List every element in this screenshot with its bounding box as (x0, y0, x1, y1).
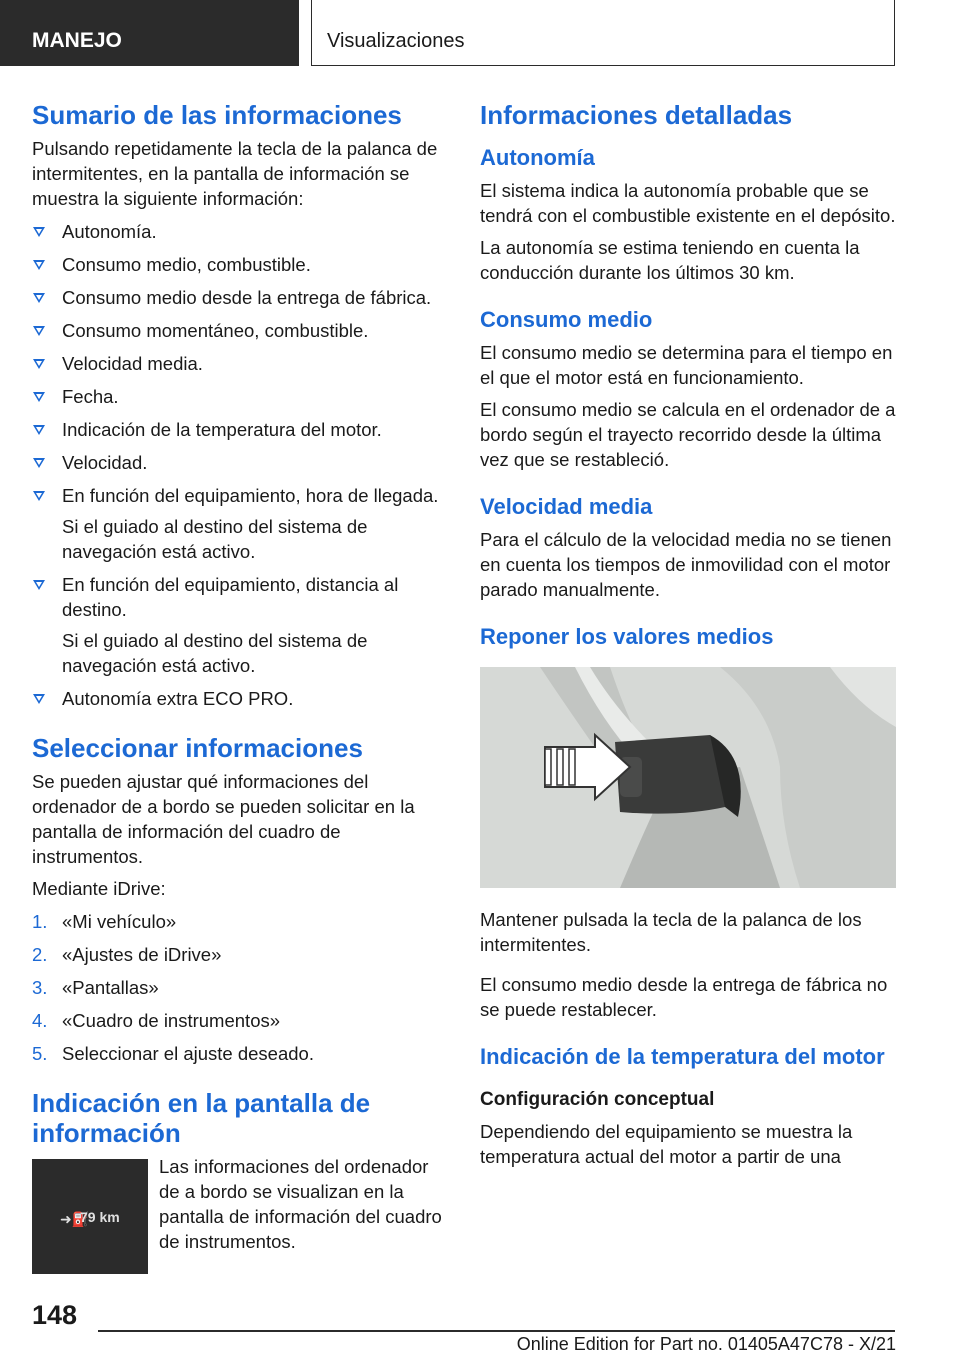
left-column (32, 100, 447, 1274)
avg-paragraph-2: El consumo medio se calcula en el ordenador de a bordo según el trayecto recorrido desde la última vez que se restableció. (480, 399, 896, 470)
heading-engine-temperature: Indicación de la temperatura del motor (480, 1044, 885, 1069)
select-paragraph: Se pueden ajustar qué informaciones del ordenador de a bordo se pueden solicitar en la pantalla de información del cuadro de instrumentos. (32, 771, 415, 867)
list-item: Consumo momentáneo, combustible. (32, 318, 447, 343)
step-item: 1. «Mi vehículo» (32, 911, 177, 932)
select-idrive: Mediante iDrive: (32, 878, 166, 899)
instrument-display-image (32, 1159, 148, 1274)
step-item: 3. «Pantallas» (32, 977, 159, 998)
triangle-bullet-icon (33, 491, 45, 501)
concept-paragraph: Dependiendo del equipamiento se muestra la temperatura actual del motor a partir de una (480, 1121, 853, 1167)
footer-divider (98, 1330, 895, 1332)
triangle-bullet-icon (33, 580, 45, 590)
step-item: 5. Seleccionar el ajuste deseado. (32, 1043, 314, 1064)
triangle-bullet-icon (33, 260, 45, 270)
heading-range: Autonomía (480, 145, 595, 170)
right-column (480, 100, 896, 1176)
list-item: Autonomía. (32, 219, 447, 244)
triangle-bullet-icon (33, 293, 45, 303)
range-paragraph-2: La autonomía se estima teniendo en cuenta la conducción durante los últimos 30 km. (480, 237, 860, 283)
heading-summary: Sumario de las informaciones (32, 100, 402, 130)
heading-reset: Reponer los valores medios (480, 624, 774, 649)
triangle-bullet-icon (33, 694, 45, 704)
list-item: En función del equipamiento, hora de llegada. Si el guiado al destino del sistema de navegación está activo. (32, 483, 447, 564)
step-item: 2. «Ajustes de iDrive» (32, 944, 222, 965)
heading-detail: Informaciones detalladas (480, 100, 793, 130)
avg-paragraph-1: El consumo medio se determina para el tiempo en el que el motor está en funcionamiento. (480, 342, 893, 388)
list-item-note: Si el guiado al destino del sistema de navegación está activo. (62, 516, 368, 562)
display-paragraph: Las informaciones del ordenador de a bordo se visualizan en la pantalla de información del cuadro de instrumentos. (159, 1156, 442, 1252)
triangle-bullet-icon (33, 326, 45, 336)
triangle-bullet-icon (33, 359, 45, 369)
turn-signal-lever-illustration (480, 667, 896, 888)
list-item: Velocidad media. (32, 351, 447, 376)
topic-title: Visualizaciones (311, 0, 895, 66)
heading-average-consumption: Consumo medio (480, 307, 653, 332)
page-number: 148 (32, 1300, 78, 1330)
list-item: Indicación de la temperatura del motor. (32, 417, 447, 442)
heading-display: Indicación en la pantalla de información (32, 1088, 371, 1148)
summary-intro: Pulsando repetidamente la tecla de la palanca de intermitentes, en la pantalla de información se muestra la siguiente información: (32, 138, 438, 209)
steps-list (32, 909, 447, 1066)
reset-paragraph-2: El consumo medio desde la entrega de fábrica no se puede restablecer. (480, 974, 888, 1020)
step-item: 4. «Cuadro de instrumentos» (32, 1010, 281, 1031)
list-item: Consumo medio desde la entrega de fábrica. (32, 285, 447, 310)
triangle-bullet-icon (33, 392, 45, 402)
list-item: Consumo medio, combustible. (32, 252, 447, 277)
triangle-bullet-icon (33, 425, 45, 435)
heading-select: Seleccionar informaciones (32, 733, 363, 763)
list-item: En función del equipamiento, distancia al destino. Si el guiado al destino del sistema de navegación está activo. (32, 572, 447, 678)
reset-paragraph-1: Mantener pulsada la tecla de la palanca de los intermitentes. (480, 909, 862, 955)
range-paragraph-1: El sistema indica la autonomía probable que se tendrá con el combustible existente en el depósito. (480, 180, 896, 226)
triangle-bullet-icon (33, 458, 45, 468)
triangle-bullet-icon (33, 227, 45, 237)
heading-concept: Configuración conceptual (480, 1089, 715, 1110)
heading-average-speed: Velocidad media (480, 494, 653, 519)
range-fuel-icon: ➜⛽ (60, 1211, 90, 1227)
footer-edition: Online Edition for Part no. 01405A47C78 - X/21 (516, 1334, 896, 1354)
section-tab: MANEJO (0, 0, 299, 66)
speed-paragraph: Para el cálculo de la velocidad media no se tienen en cuenta los tiempos de inmovilidad con el motor parado manualmente. (480, 529, 892, 600)
list-item: Velocidad. (32, 450, 447, 475)
list-item-note: Si el guiado al destino del sistema de navegación está activo. (62, 630, 368, 676)
list-item: Fecha. (32, 384, 447, 409)
info-list (32, 219, 447, 711)
list-item: Autonomía extra ECO PRO. (32, 686, 447, 711)
display-range-value: 79 km (80, 1209, 120, 1225)
